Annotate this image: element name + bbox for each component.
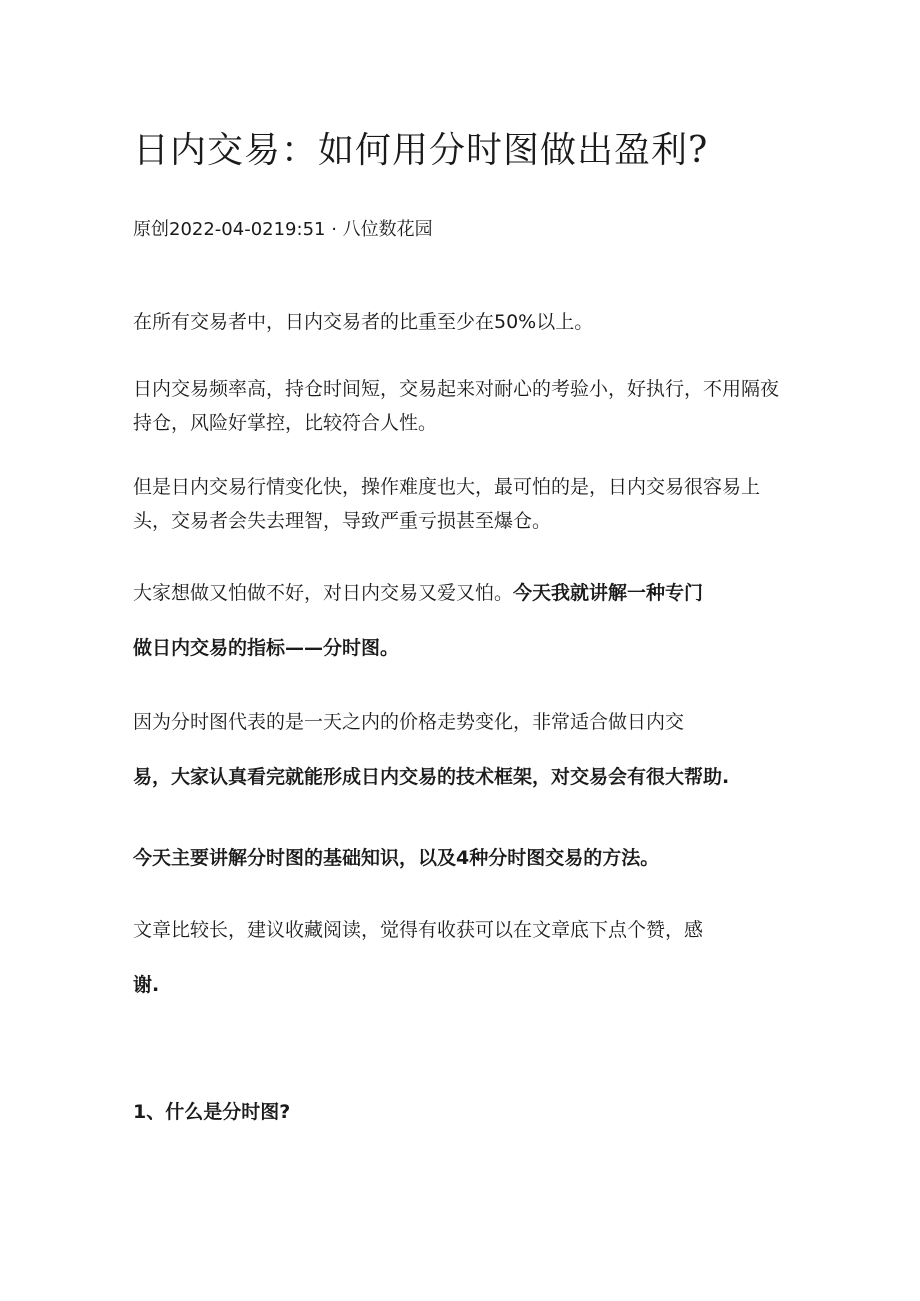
paragraph-4-bold-text: 今天我就讲解一种专门 bbox=[513, 582, 704, 604]
paragraph-7-line-2: 谢. bbox=[133, 974, 160, 996]
article-title: 日内交易：如何用分时图做出盈利? bbox=[133, 130, 709, 171]
paragraph-6: 今天主要讲解分时图的基础知识，以及4种分时图交易的方法。 bbox=[133, 847, 660, 869]
paragraph-5-line-2: 易，大家认真看完就能形成日内交易的技术框架，对交易会有很大帮助. bbox=[133, 766, 730, 788]
paragraph-2: 日内交易频率高，持仓时间短，交易起来对耐心的考验小，好执行，不用隔夜持仓，风险好掌控，比较符合人性。 bbox=[133, 378, 780, 434]
paragraph-5-line-1: 因为分时图代表的是一天之内的价格走势变化，非常适合做日内交 bbox=[133, 711, 685, 733]
paragraph-7-line-1: 文章比较长，建议收藏阅读，觉得有收获可以在文章底下点个赞，感 bbox=[133, 919, 704, 941]
paragraph-3: 但是日内交易行情变化快，操作难度也大，最可怕的是，日内交易很容易上头，交易者会失去理智，导致严重亏损甚至爆仓。 bbox=[133, 476, 761, 532]
paragraph-4-line-2: 做日内交易的指标——分时图。 bbox=[133, 637, 400, 659]
paragraph-4-text: 大家想做又怕做不好，对日内交易又爱又怕。 bbox=[133, 582, 514, 604]
section-heading-1: 1、什么是分时图? bbox=[133, 1101, 291, 1123]
paragraph-4-line-1 bbox=[133, 578, 703, 605]
paragraph-1: 在所有交易者中，日内交易者的比重至少在50%以上。 bbox=[133, 311, 594, 333]
article-meta: 原创2022-04-0219:51 · 八位数花园 bbox=[133, 219, 433, 240]
